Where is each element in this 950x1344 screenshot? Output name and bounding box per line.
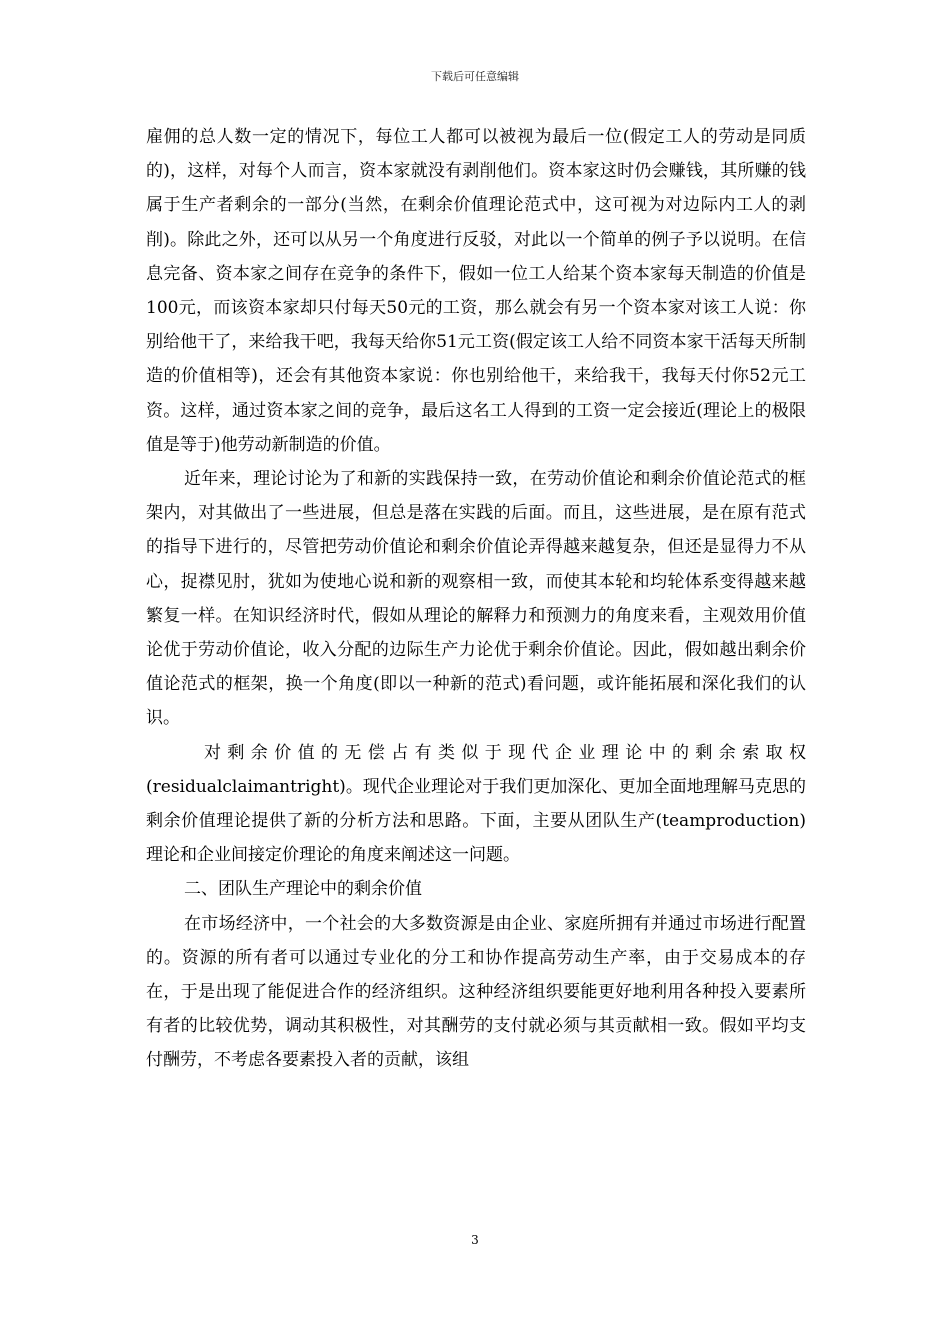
paragraph-4: 在市场经济中，一个社会的大多数资源是由企业、家庭所拥有并通过市场进行配置的。资源的所有者可以通过专业化的分工和协作提高劳动生产率，由于交易成本的存在，于是出现了能促进合作的经济组织。这种经济组织要能更好地利用各种投入要素所有者的比较优势，调动其积极性，对其酬劳的支付就必须与其贡献相一致。假如平均支付酬劳，不考虑各要素投入者的贡献，该组 [146,913,806,1071]
page-number: 3 [471,1233,479,1247]
document-body [146,120,806,1078]
section-heading: 二、团队生产理论中的剩余价值 [184,879,422,900]
page-header: 下载后可任意编辑 [431,70,519,83]
paragraph-2: 近年来，理论讨论为了和新的实践保持一致，在劳动价值论和剩余价值论范式的框架内，对其做出了一些进展，但总是落在实践的后面。而且，这些进展，是在原有范式的指导下进行的，尽管把劳动价值论和剩余价值论弄得越来越复杂，但还是显得力不从心，捉襟见肘，犹如为使地心说和新的观察相一致，而使其本轮和均轮体系变得越来越繁复一样。在知识经济时代，假如从理论的解释力和预测力的角度来看，主观效用价值论优于劳动价值论，收入分配的边际生产力论优于剩余价值论。因此，假如越出剩余价值论范式的框架，换一个角度(即以一种新的范式)看问题，或许能拓展和深化我们的认识。 [146,469,806,729]
paragraph-3: 对剩余价值的无偿占有类似于现代企业理论中的剩余索取权(residualclaimantright)。现代企业理论对于我们更加深化、更加全面地理解马克思的剩余价值理论提供了新的分析方法和思路。下面，主要从团队生产(teamproduction)理论和企业间接定价理论的角度来阐述这一问题。 [146,742,806,866]
paragraph-1: 雇佣的总人数一定的情况下，每位工人都可以被视为最后一位(假定工人的劳动是同质的)，这样，对每个人而言，资本家就没有剥削他们。资本家这时仍会赚钱，其所赚的钱属于生产者剩余的一部分(当然，在剩余价值理论范式中，这可视为对边际内工人的剥削)。除此之外，还可以从另一个角度进行反驳，对此以一个简单的例子予以说明。在信息完备、资本家之间存在竞争的条件下，假如一位工人给某个资本家每天制造的价值是100元，而该资本家却只付每天50元的工资，那么就会有另一个资本家对该工人说：你别给他干了，来给我干吧，我每天给你51元工资(假定该工人给不同资本家干活每天所制造的价值相等)，还会有其他资本家说：你也别给他干，来给我干，我每天付你52元工资。这样，通过资本家之间的竞争，最后这名工人得到的工资一定会接近(理论上的极限值是等于)他劳动新制造的价值。 [146,127,806,455]
